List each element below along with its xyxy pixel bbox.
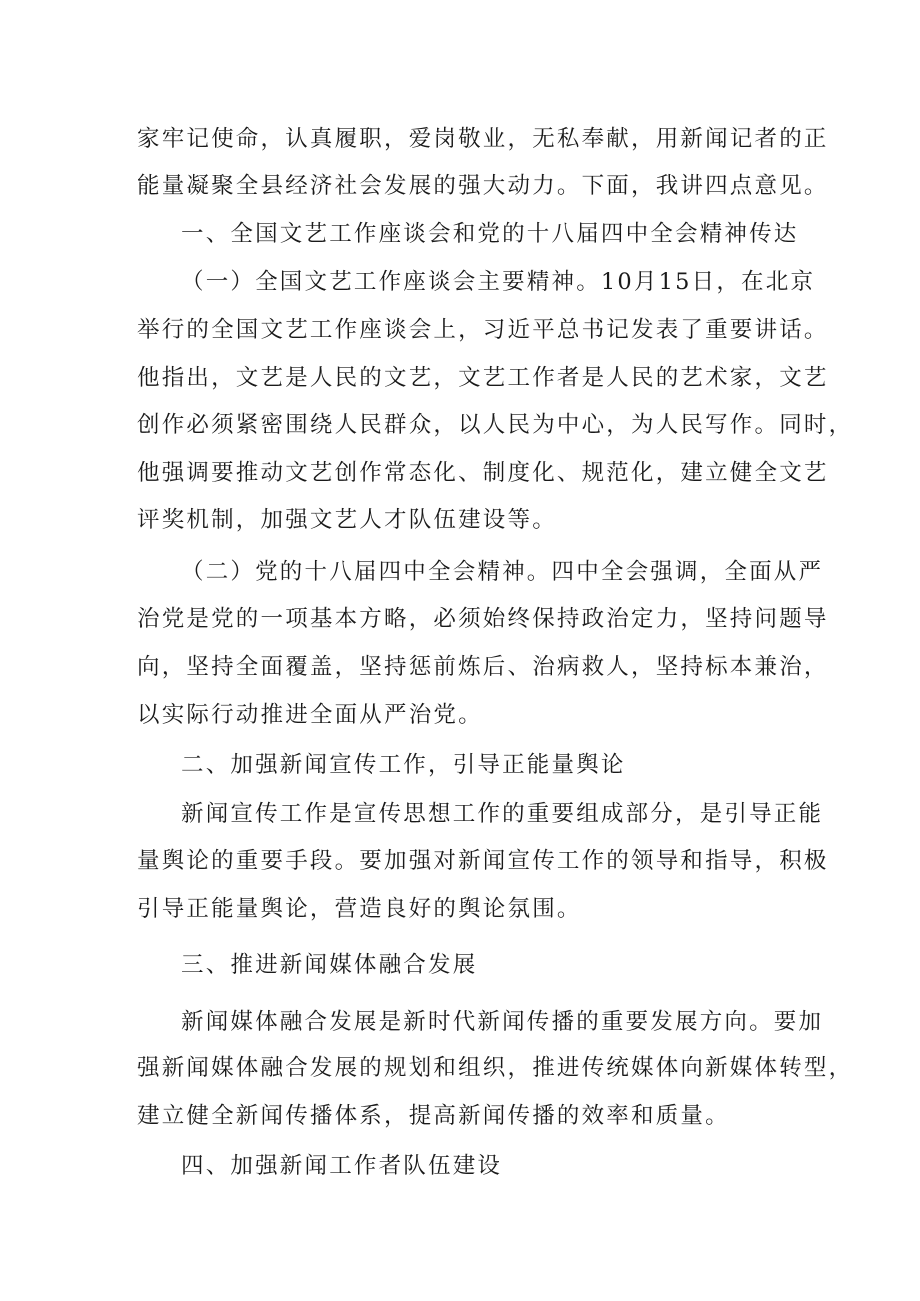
body-text-line: 向，坚持全面覆盖，坚持惩前炼后、治病救人，坚持标本兼治， <box>137 654 829 680</box>
section-heading: 一、全国文艺工作座谈会和党的十八届四中全会精神传达 <box>181 221 799 247</box>
section-heading: 四、加强新闻工作者队伍建设 <box>181 1153 503 1179</box>
body-text-line: 治党是党的一项基本方略，必须始终保持政治定力，坚持问题导 <box>137 606 829 632</box>
section-heading: 二、加强新闻宣传工作，引导正能量舆论 <box>181 752 626 778</box>
subsection-heading-line: （二）党的十八届四中全会精神。四中全会强调，全面从严 <box>181 559 824 585</box>
body-text-line: 新闻宣传工作是宣传思想工作的重要组成部分，是引导正能 <box>181 801 824 827</box>
body-text-line: 评奖机制，加强文艺人才队伍建设等。 <box>137 507 557 533</box>
body-text-line: 他强调要推动文艺创作常态化、制度化、规范化，建立健全文艺 <box>137 460 829 486</box>
body-text-line: 量舆论的重要手段。要加强对新闻宣传工作的领导和指导，积极 <box>137 848 829 874</box>
subsection-heading-line: （一）全国文艺工作座谈会主要精神。10月15日，在北京 <box>181 269 816 295</box>
body-text-line: 能量凝聚全县经济社会发展的强大动力。下面，我讲四点意见。 <box>137 173 829 199</box>
body-text-line: 创作必须紧密围绕人民群众，以人民为中心，为人民写作。同时， <box>137 412 854 438</box>
body-text-line: 引导正能量舆论，营造良好的舆论氛围。 <box>137 896 582 922</box>
body-text-line: 新闻媒体融合发展是新时代新闻传播的重要发展方向。要加 <box>181 1009 824 1035</box>
body-text-line: 家牢记使命，认真履职，爱岗敬业，无私奉献，用新闻记者的正 <box>137 126 829 152</box>
body-text-line: 强新闻媒体融合发展的规划和组织，推进传统媒体向新媒体转型， <box>137 1055 854 1081</box>
section-heading: 三、推进新闻媒体融合发展 <box>181 952 478 978</box>
body-text-line: 建立健全新闻传播体系，提高新闻传播的效率和质量。 <box>137 1103 730 1129</box>
body-text-line: 以实际行动推进全面从严治党。 <box>137 702 483 728</box>
body-text-line: 他指出，文艺是人民的文艺，文艺工作者是人民的艺术家，文艺 <box>137 365 829 391</box>
body-text-line: 举行的全国文艺工作座谈会上，习近平总书记发表了重要讲话。 <box>137 317 829 343</box>
